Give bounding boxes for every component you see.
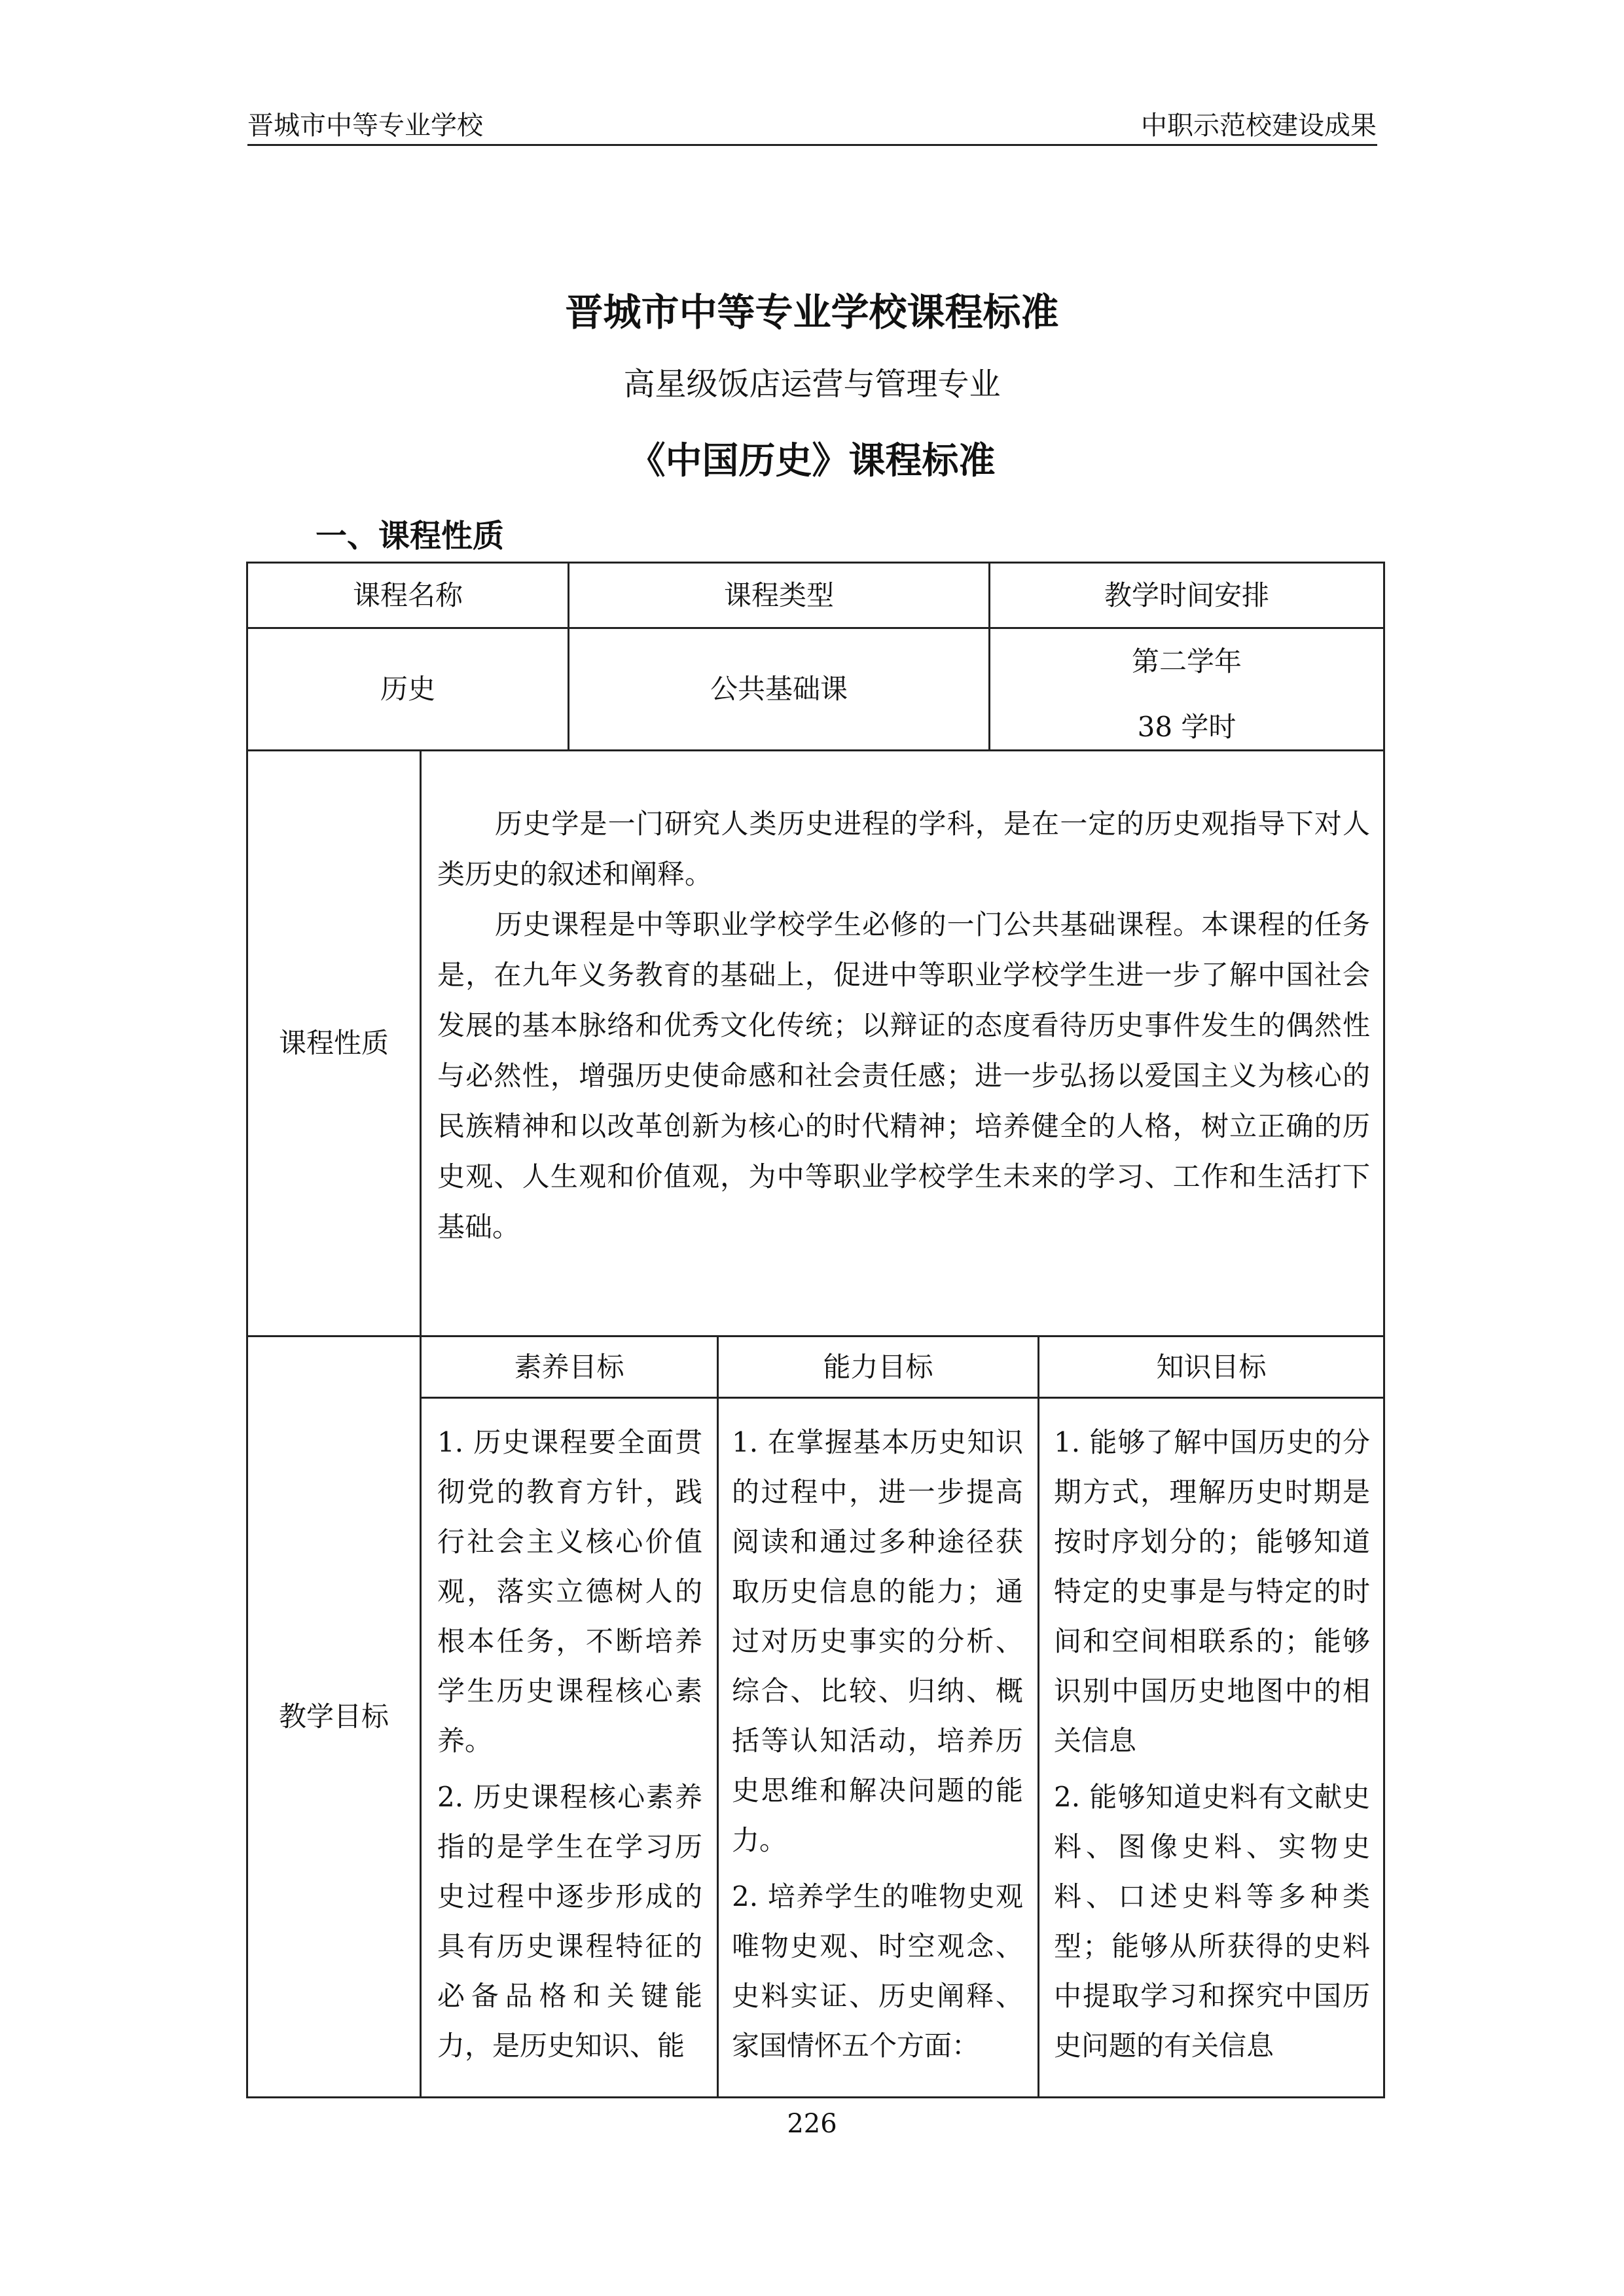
table-rule — [420, 749, 422, 2098]
th-course-type: 课程类型 — [723, 579, 834, 611]
th-literacy-goals: 素养目标 — [514, 1350, 624, 1383]
td-course-name: 历史 — [380, 673, 435, 705]
literacy-goals-text — [437, 1418, 702, 2077]
label-teaching-goals: 教学目标 — [278, 1700, 389, 1732]
document-subtitle: 高星级饭店运营与管理专业 — [623, 366, 1001, 403]
td-course-type: 公共基础课 — [710, 673, 848, 705]
table-rule — [1038, 1335, 1039, 2098]
table-border-bottom — [246, 2096, 1385, 2098]
td-school-year: 第二学年 — [1131, 645, 1242, 677]
literacy-goal-1: 1. 历史课程要全面贯彻党的教育方针，践行社会主义核心价值观，落实立德树人的根本任务，不断培养学生历史课程核心素养。 — [437, 1426, 702, 1757]
th-ability-goals: 能力目标 — [823, 1350, 933, 1383]
table-rule — [420, 1397, 1385, 1399]
header-school-name: 晋城市中等专业学校 — [247, 111, 483, 141]
literacy-goal-2: 2. 历史课程核心素养指的是学生在学习历史过程中逐步形成的具有历史课程特征的必备品格和关键能力，是历史知识、能 — [437, 1781, 702, 2062]
nature-paragraph-2: 历史课程是中等职业学校学生必修的一门公共基础课程。本课程的任务是，在九年义务教育的基础上，促进中等职业学校学生进一步了解中国社会发展的基本脉络和优秀文化传统；以辩证的态度看待历史事件发生的偶然性与必然性，增强历史使命感和社会责任感；进一步弘扬以爱国主义为核心的民族精神和以改革创新为核心的时代精神；培养健全的人格，树立正确的历史观、人生观和价值观，为中等职业学校学生未来的学习、工作和生活打下基础。 — [437, 908, 1370, 1243]
section-heading: 一、课程性质 — [316, 518, 505, 554]
ability-goal-1: 1. 在掌握基本历史知识的过程中，进一步提高阅读和通过多种途径获取历史信息的能力；通过对历史事实的分析、综合、比较、归纳、概括等认知活动，培养历史思维和解决问题的能力。 — [732, 1426, 1023, 1856]
nature-paragraph-1: 历史学是一门研究人类历史进程的学科，是在一定的历史观指导下对人类历史的叙述和阐释。 — [437, 808, 1370, 890]
th-knowledge-goals: 知识目标 — [1156, 1350, 1267, 1383]
table-rule — [717, 1335, 719, 2098]
td-class-hours: 38 学时 — [1137, 711, 1236, 743]
ability-goal-2: 2. 培养学生的唯物史观唯物史观、时空观念、史料实证、历史阐释、家国情怀五个方面： — [732, 1880, 1023, 2062]
header-rule — [247, 144, 1377, 146]
table-border-right — [1383, 562, 1385, 2098]
knowledge-goal-2: 2. 能够知道史料有文献史料、图像史料、实物史料、口述史料等多种类型；能够从所获得的史料中提取学习和探究中国历史问题的有关信息 — [1054, 1781, 1370, 2062]
ability-goals-text — [732, 1418, 1023, 2077]
label-course-nature: 课程性质 — [278, 1027, 389, 1059]
th-course-name: 课程名称 — [352, 579, 463, 611]
document-title: 晋城市中等专业学校课程标准 — [565, 290, 1059, 334]
th-schedule: 教学时间安排 — [1104, 579, 1269, 611]
knowledge-goals-text — [1054, 1418, 1370, 2077]
page-number: 226 — [787, 2109, 837, 2139]
header-project-name: 中职示范校建设成果 — [1141, 111, 1377, 141]
knowledge-goal-1: 1. 能够了解中国历史的分期方式，理解历史时期是按时序划分的；能够知道特定的史事是与特定的时间和空间相联系的；能够识别中国历史地图中的相关信息 — [1054, 1426, 1370, 1757]
course-title: 《中国历史》课程标准 — [628, 440, 996, 482]
